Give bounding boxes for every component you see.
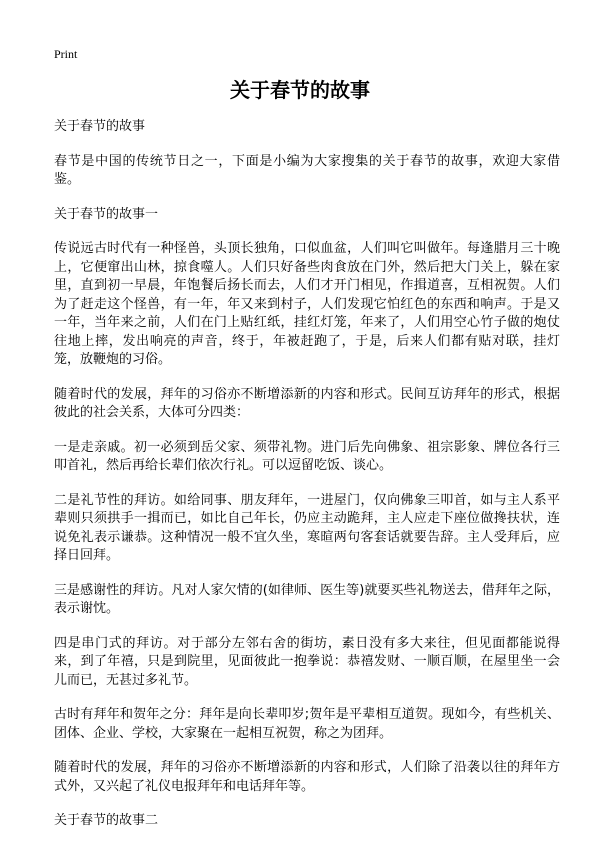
story-one-heading: 关于春节的故事一 xyxy=(54,206,159,222)
document-body xyxy=(54,118,560,847)
visit-type-four-paragraph: 四是串门式的拜访。对于部分左邻右舍的街坊，素日没有多大来往，但见面都能说得来，到了年禧，只是到院里，见面彼此一抱拳说：恭禧发财、一顺百顺，在屋里坐一会儿而已，无甚过多礼节。 xyxy=(54,635,560,688)
greeting-distinction-paragraph: 古时有拜年和贺年之分：拜年是向长辈叩岁;贺年是平辈相互道贺。现如今，有些机关、团体、企业、学校，大家聚在一起相互祝贺，称之为团拜。 xyxy=(54,707,560,741)
visit-type-three-paragraph: 三是感谢性的拜访。凡对人家欠情的(如律师、医生等)就要买些礼物送去，借拜年之际，表示谢忱。 xyxy=(54,582,560,616)
story-two-heading: 关于春节的故事二 xyxy=(54,813,159,828)
visit-type-one-paragraph: 一是走亲戚。初一必须到岳父家、须带礼物。进门后先向佛象、祖宗影象、牌位各行三叩首礼，然后再给长辈们依次行礼。可以逗留吃饭、谈心。 xyxy=(54,439,560,473)
custom-paragraph: 随着时代的发展，拜年的习俗亦不断增添新的内容和形式。民间互访拜年的形式，根据彼此的社会关系，大体可分四类： xyxy=(54,386,560,420)
section-heading: 关于春节的故事 xyxy=(54,119,146,134)
intro-paragraph: 春节是中国的传统节日之一，下面是小编为大家搜集的关于春节的故事，欢迎大家借鉴。 xyxy=(54,153,560,187)
modern-custom-paragraph: 随着时代的发展，拜年的习俗亦不断增添新的内容和形式，人们除了沿袭以往的拜年方式外，又兴起了礼仪电报拜年和电话拜年等。 xyxy=(54,760,560,794)
legend-paragraph: 传说远古时代有一种怪兽，头顶长独角，口似血盆，人们叫它叫做年。每逢腊月三十晚上，它便窜出山林，掠食噬人。人们只好备些肉食放在门外，然后把大门关上，躲在家里，直到初一早晨，年饱餐后扬长而去，人们才开门相见，作揖道喜，互相祝贺。人们为了赶走这个怪兽，有一年，年又来到村子，人们发现它怕红色的东西和响声。于是又一年，当年来之前，人们在门上贴红纸，挂红灯笼，年来了，人们用空心竹子做的炮仗往地上摔，发出响亮的声音，终于，年被赶跑了，于是，后来人们都有贴对联，挂灯笼，放鞭炮的习俗。 xyxy=(54,241,560,367)
visit-type-two-paragraph: 二是礼节性的拜访。如给同事、朋友拜年，一进屋门，仅向佛象三叩首，如与主人系平辈则只须拱手一揖而已，如比自己年长，仍应主动跪拜，主人应走下座位做搀扶状，连说免礼表示谦恭。这种情况一般不宜久坐，寒暄两句客套话就要告辞。主人受拜后，应择日回拜。 xyxy=(54,492,560,563)
print-label[interactable]: Print xyxy=(54,47,78,61)
document-title: 关于春节的故事 xyxy=(230,78,370,102)
